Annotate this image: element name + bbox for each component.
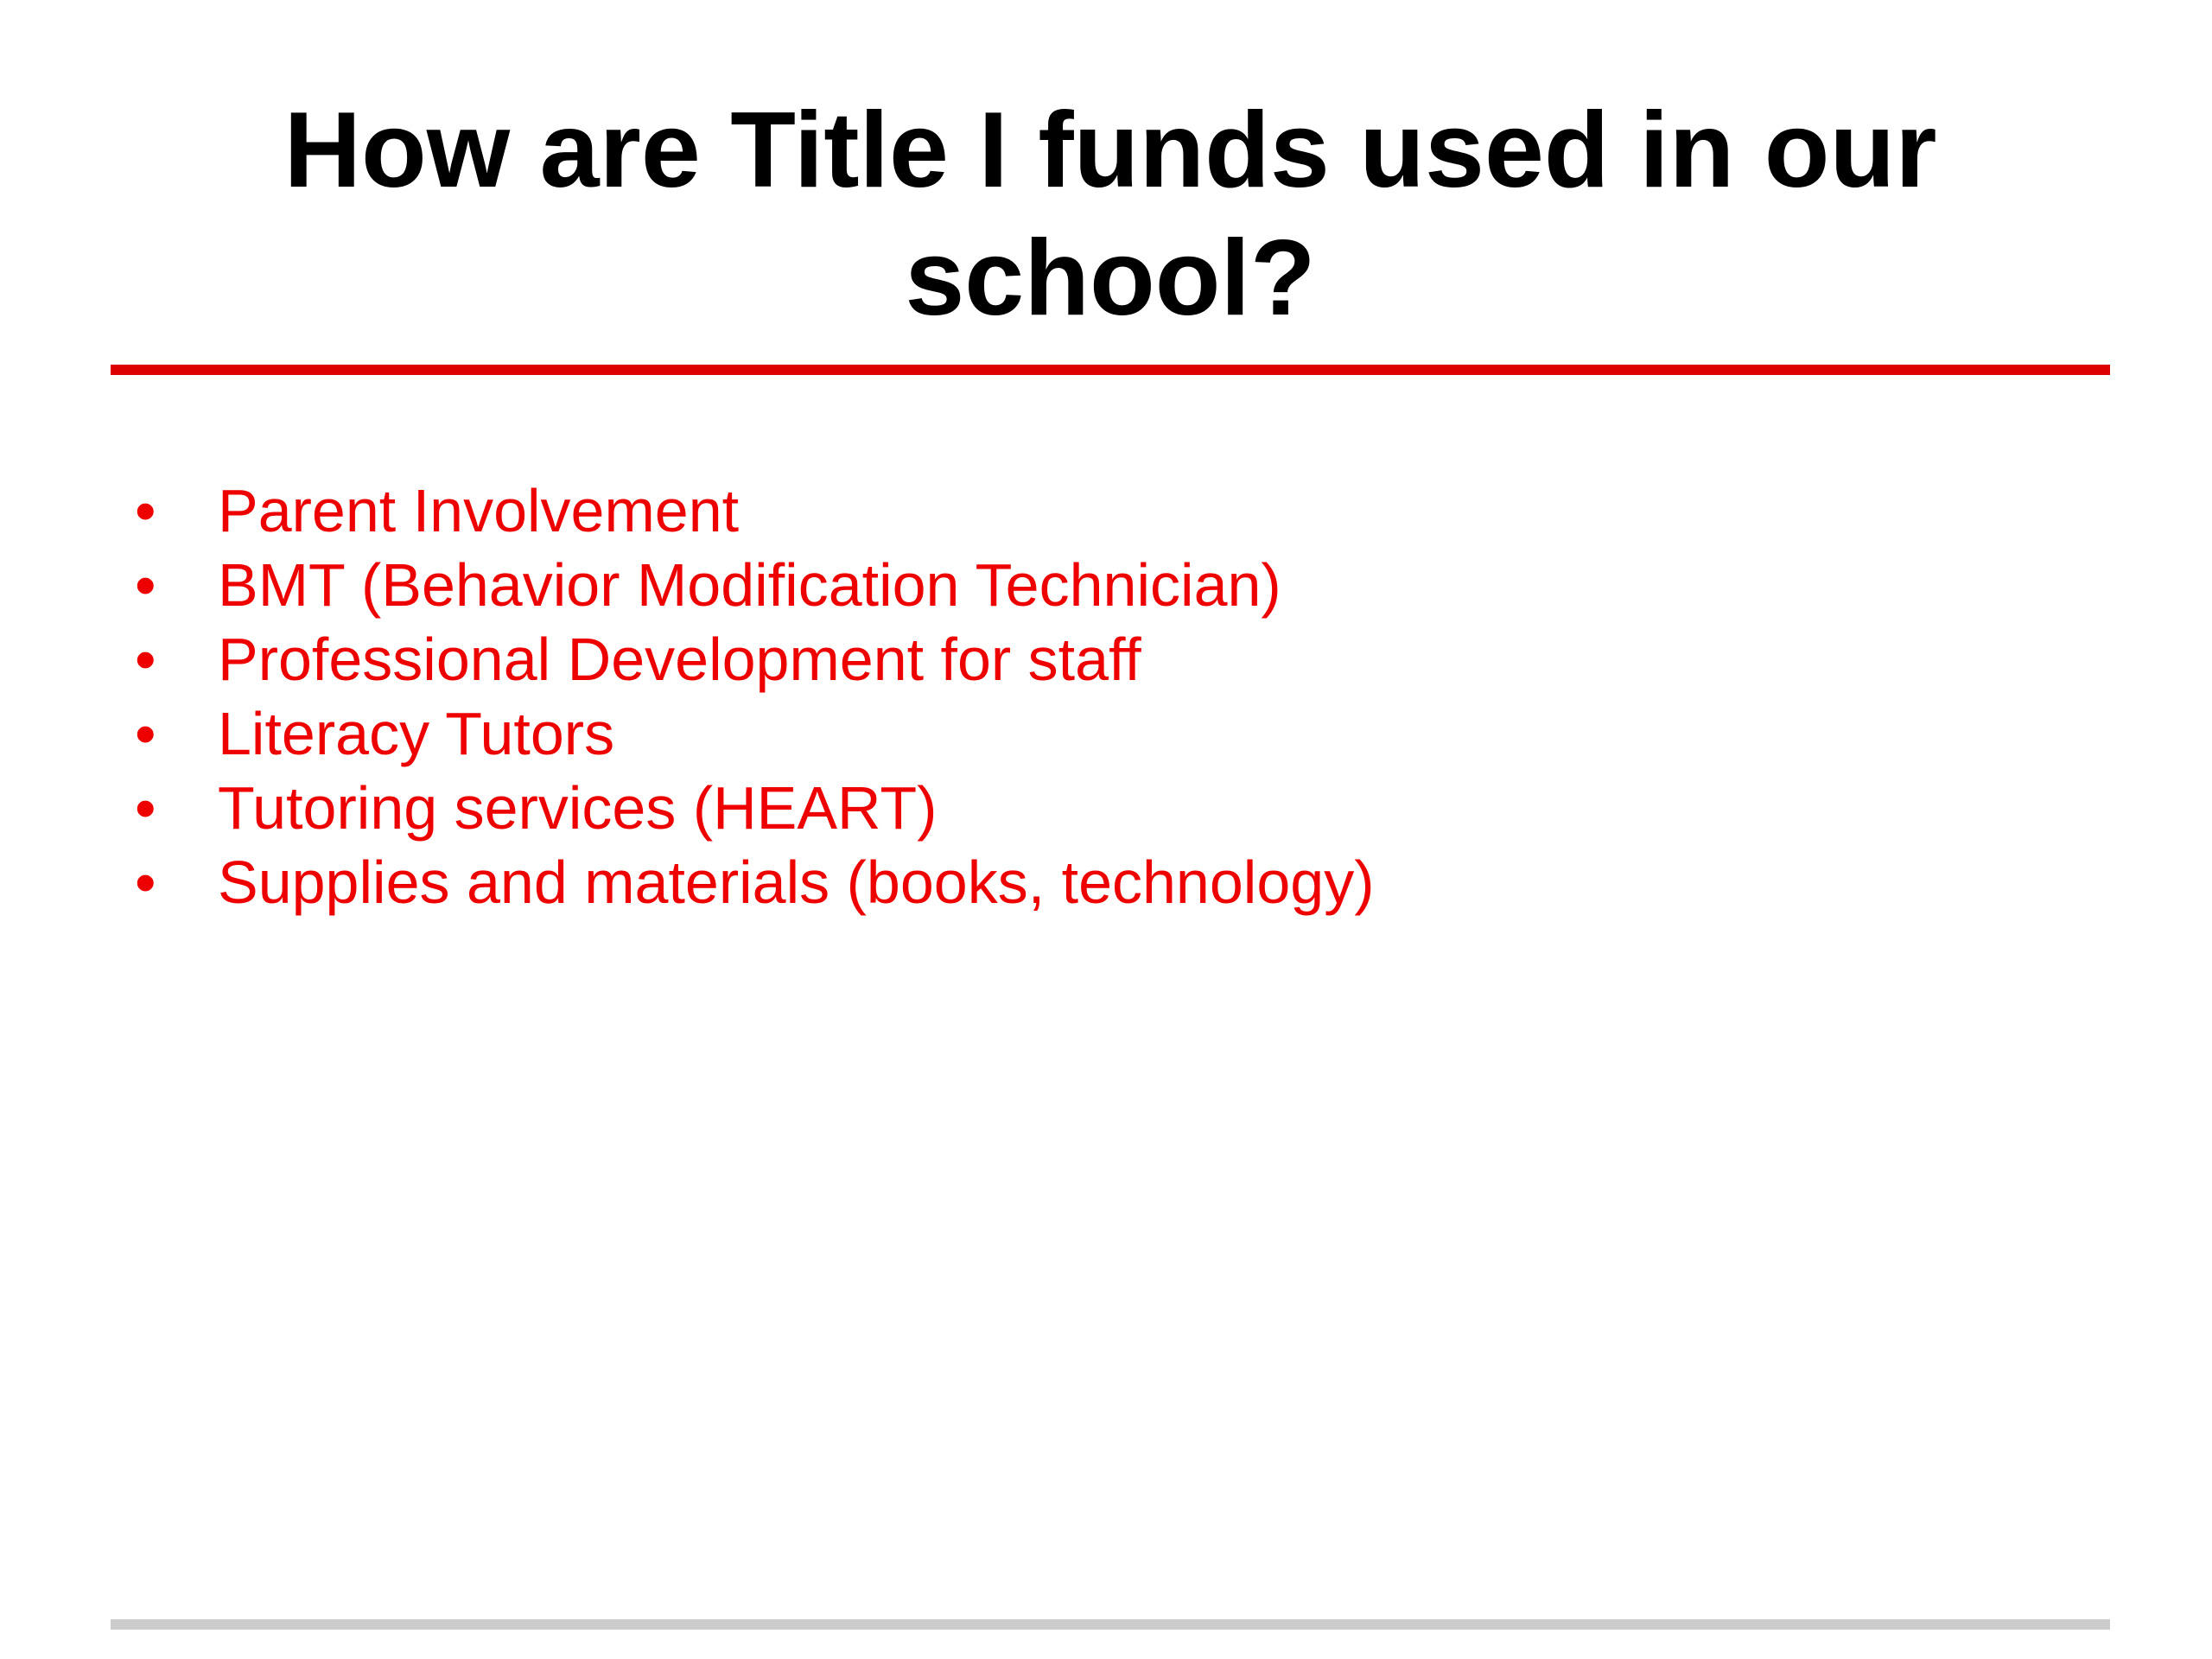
bullet-item [0, 548, 2212, 622]
bullet-text: Supplies and materials (books, technology) [218, 849, 1375, 916]
bullet-text: BMT (Behavior Modification Technician) [218, 551, 1281, 619]
bullet-marker: • [135, 477, 156, 544]
bullet-marker: • [135, 551, 156, 619]
bullet-list [0, 474, 2212, 919]
bullet-text: Parent Involvement [218, 477, 740, 544]
bullet-text: Tutoring services (HEART) [218, 774, 938, 842]
bullet-marker: • [135, 626, 156, 693]
bullet-marker: • [135, 774, 156, 842]
bullet-marker: • [135, 700, 156, 767]
title-divider [111, 365, 2110, 375]
footer-divider [111, 1619, 2110, 1630]
bullet-item [0, 771, 2212, 845]
bullet-marker: • [135, 849, 156, 916]
slide-title: How are Title I funds used in our school? [283, 91, 1937, 338]
bullet-item [0, 474, 2212, 548]
bullet-text: Literacy Tutors [218, 700, 615, 767]
bullet-item [0, 845, 2212, 919]
bullet-item [0, 696, 2212, 771]
bullet-text: Professional Development for staff [218, 626, 1141, 693]
bullet-item [0, 622, 2212, 696]
